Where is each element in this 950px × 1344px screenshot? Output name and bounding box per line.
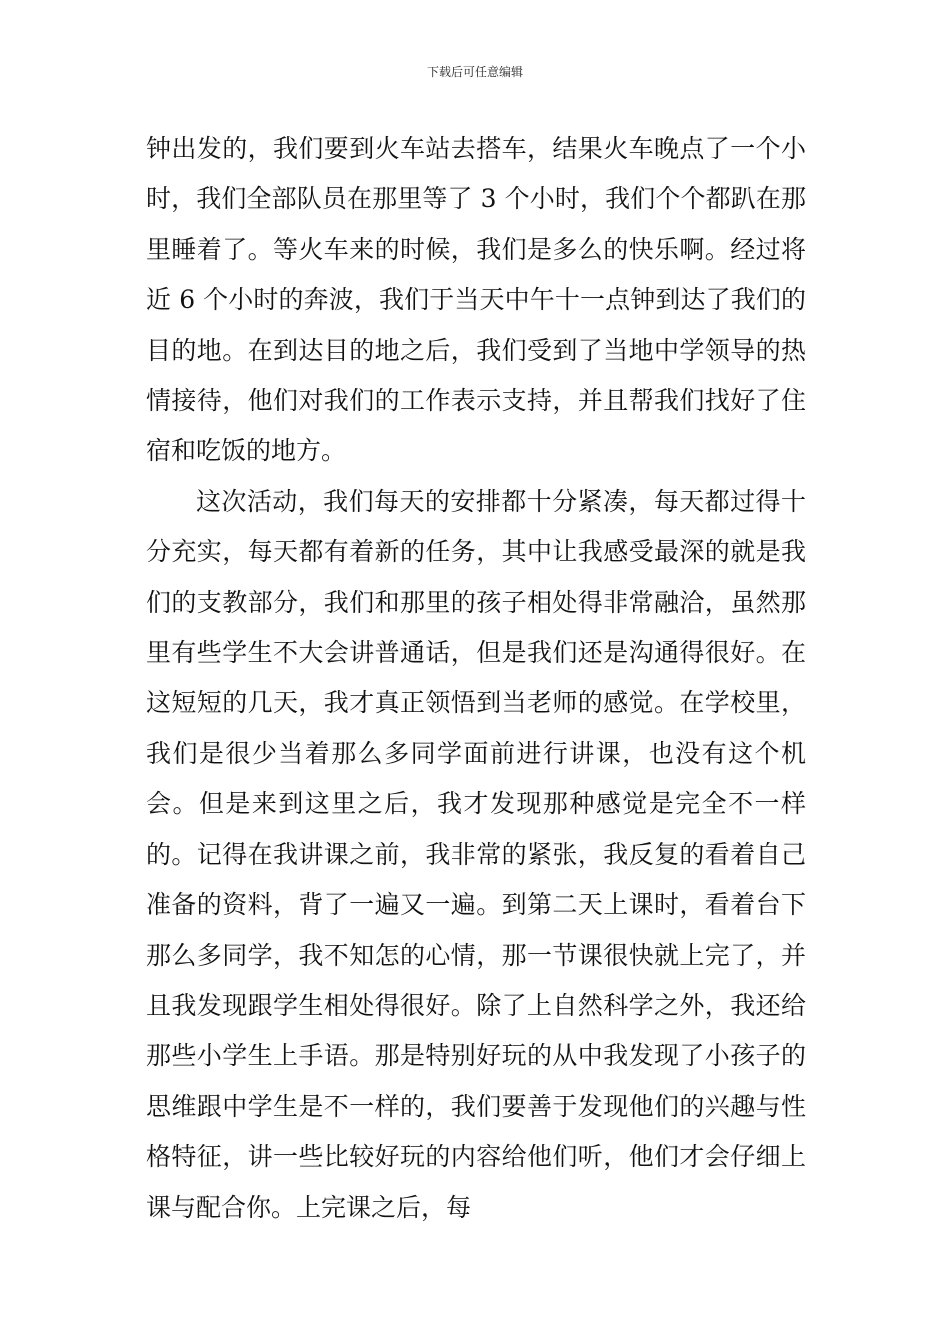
paragraph-2: 这次活动，我们每天的安排都十分紧凑，每天都过得十分充实，每天都有着新的任务，其中让我感受最深的就是我们的支教部分，我们和那里的孩子相处得非常融洽，虽然那里有些学生不大会讲普通话，但是我们还是沟通得很好。在这短短的几天，我才真正领悟到当老师的感觉。在学校里，我们是很少当着那么多同学面前进行讲课，也没有这个机会。但是来到这里之后，我才发现那种感觉是完全不一样的。记得在我讲课之前，我非常的紧张，我反复的看着自己准备的资料，背了一遍又一遍。到第二天上课时，看着台下那么多同学，我不知怎的心情，那一节课很快就上完了，并且我发现跟学生相处得很好。除了上自然科学之外，我还给那些小学生上手语。那是特别好玩的从中我发现了小孩子的思维跟中学生是不一样的，我们要善于发现他们的兴趣与性格特征，讲一些比较好玩的内容给他们听，他们才会仔细上课与配合你。上完课之后，每 xyxy=(146,486,806,1222)
page-header: 下载后可任意编辑 xyxy=(426,65,523,79)
paragraph-1: 钟出发的，我们要到火车站去搭车，结果火车晚点了一个小时，我们全部队员在那里等了 3 个小时，我们个个都趴在那里睡着了。等火车来的时候，我们是多么的快乐啊。经过将近 6 个小时的奔波，我们于当天中午十一点钟到达了我们的目的地。在到达目的地之后，我们受到了当地中学领导的热情接待，他们对我们的工作表示支持，并且帮我们找好了住宿和吃饭的地方。 xyxy=(146,134,806,466)
document-body xyxy=(146,124,806,1233)
